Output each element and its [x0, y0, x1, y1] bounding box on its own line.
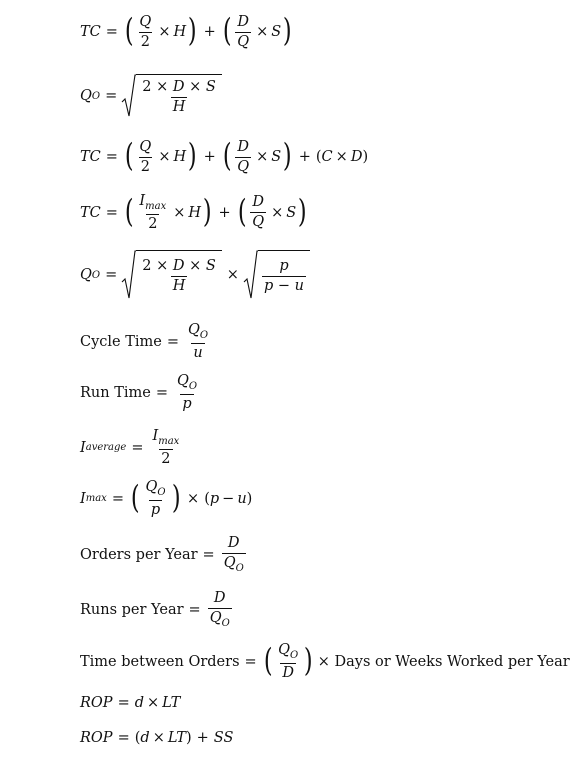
equation-tc-production: TC = ( $\frac{I_{max}}{2}$ × H ) + ( $\frac{D}{Q}$ × S ): [80, 191, 307, 232]
equation-cycle-time: Cycle Time = $\frac{Q_O}{u}$: [80, 322, 209, 361]
run-time-label: Run Time: [80, 384, 151, 401]
equation-runs-per-year: Runs per Year = $\frac{D}{Q_O}$: [80, 590, 230, 629]
equation-orders-per-year: Orders per Year = $\frac{D}{Q_O}$: [80, 535, 244, 574]
equation-time-between-orders: Time between Orders = ( $\frac{Q_O}{D}$ ) × Days or Weeks Worked per Year: [80, 640, 570, 681]
equation-tc-basic: TC = ( $\frac{Q}{2}$ × H ) + ( $\frac{D}{Q}$ × S ): [80, 11, 292, 50]
equation-i-average: I average = $\frac{I_{max}}{2}$: [80, 428, 180, 467]
cycle-time-label: Cycle Time: [80, 333, 162, 350]
orders-per-year-label: Orders per Year: [80, 546, 198, 563]
equation-tc-with-purchase: TC = ( $\frac{Q}{2}$ × H ) + ( $\frac{D}{Q}$ × S ) + ( C × D ): [80, 136, 369, 175]
days-or-weeks-label: × Days or Weeks Worked per Year: [317, 653, 570, 670]
square-root: $\frac{2 \times D \times S}{H}$: [122, 74, 222, 118]
equation-epq: Q O = $\frac{2 \times D \times S}{H}$ × $\frac{p}{p - u}$: [80, 250, 310, 300]
equation-rop: ROP = d × LT: [80, 695, 181, 711]
square-root: $\frac{2 \times D \times S}{H}$: [122, 250, 222, 300]
square-root: $\frac{p}{p - u}$: [244, 250, 310, 300]
time-between-orders-label: Time between Orders: [80, 653, 240, 670]
equation-run-time: Run Time = $\frac{Q_O}{p}$: [80, 373, 198, 412]
equation-rop-ss: ROP = ( d × LT ) + SS: [80, 730, 234, 746]
runs-per-year-label: Runs per Year: [80, 601, 184, 618]
equation-i-max: I max = ( $\frac{Q_O}{p}$ ) × ( p − u ): [80, 477, 253, 518]
equation-eoq: Q O = $\frac{2 \times D \times S}{H}$: [80, 74, 222, 118]
